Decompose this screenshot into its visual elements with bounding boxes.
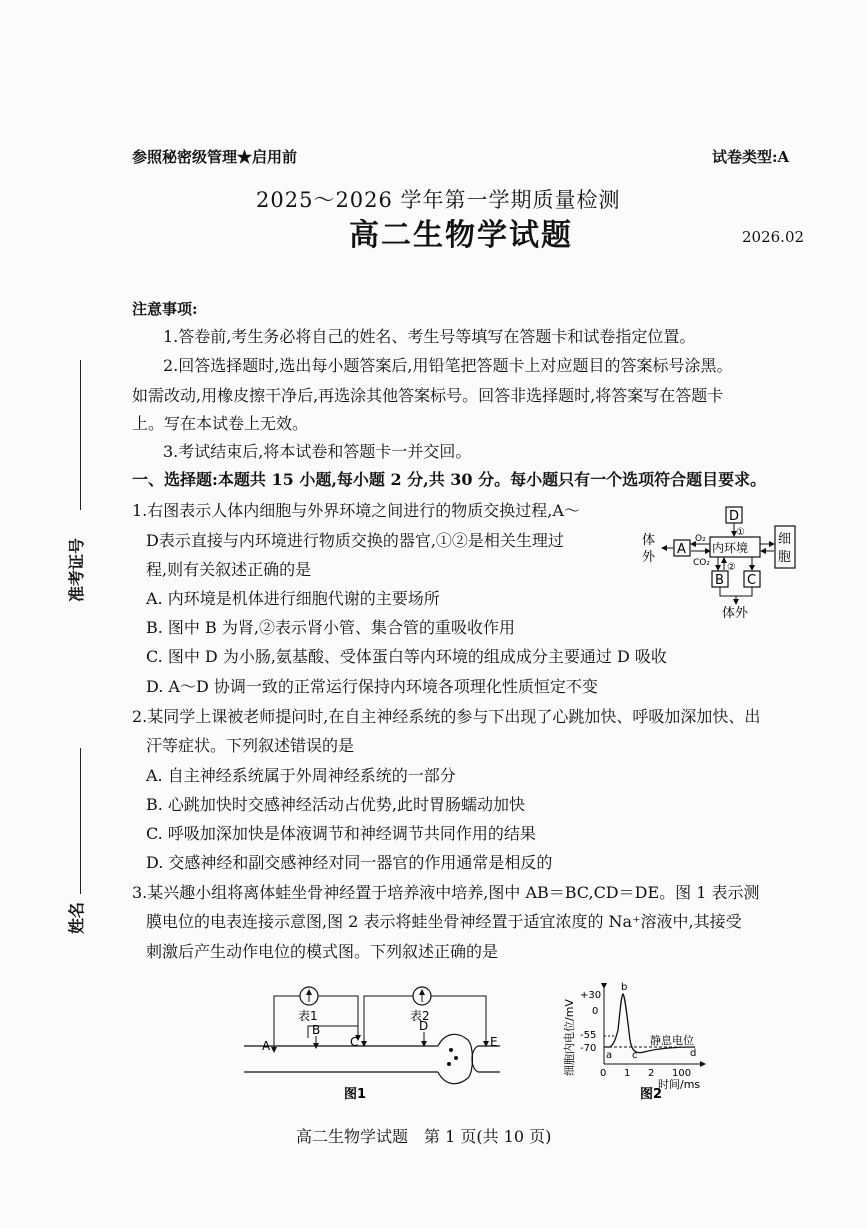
q2-option-a: A. 自主神经系统属于外周神经系统的一部分 bbox=[146, 766, 456, 785]
cell-label-1: 细 bbox=[778, 532, 792, 547]
cell-label-2: 胞 bbox=[778, 550, 792, 565]
o2-label: O₂ bbox=[695, 534, 706, 544]
notice-item: 2.回答选择题时,选出每小题答案后,用铅笔把答题卡上对应题目的答案标号涂黑。 bbox=[163, 356, 733, 375]
notice-heading: 注意事项: bbox=[132, 300, 198, 318]
name-line bbox=[80, 748, 81, 894]
resting-label: 静息电位 bbox=[650, 1034, 694, 1047]
q3-stem: 3.某兴趣小组将离体蛙坐骨神经置于培养液中培养,图中 AB＝BC,CD＝DE。图 1 表示测 bbox=[132, 883, 760, 902]
q3-stem: 刺激后产生动作电位的模式图。下列叙述正确的是 bbox=[146, 942, 499, 961]
exam-id-label: 准考证号 bbox=[67, 537, 86, 602]
section-heading: 一、选择题:本题共 15 小题,每小题 2 分,共 30 分。每小题只有一个选项符合题目要求。 bbox=[132, 470, 767, 489]
q1-stem: D表示直接与内环境进行物质交换的器官,①②是相关生理过 bbox=[146, 531, 564, 550]
paper-type: 试卷类型:A bbox=[712, 148, 790, 166]
q1-exchange-diagram bbox=[640, 504, 800, 624]
point-d: D bbox=[419, 1019, 429, 1033]
box-b-label: B bbox=[715, 573, 724, 588]
box-c-label: C bbox=[747, 573, 757, 588]
box-a-label: A bbox=[677, 542, 686, 557]
fig1-caption: 图1 bbox=[344, 1087, 367, 1102]
page-footer: 高二生物学试题 第 1 页(共 10 页) bbox=[296, 1127, 552, 1146]
exam-id-line bbox=[80, 360, 81, 510]
q1-option-a: A. 内环境是机体进行细胞代谢的主要场所 bbox=[146, 589, 440, 608]
mark-2: ② bbox=[727, 562, 736, 573]
ytick-55: -55 bbox=[580, 1030, 597, 1041]
fig2-xlabel: 时间/ms bbox=[658, 1078, 701, 1091]
name-label: 姓名 bbox=[67, 901, 86, 934]
co2-label: CO₂ bbox=[693, 558, 710, 568]
q2-option-b: B. 心跳加快时交感神经活动占优势,此时胃肠蠕动加快 bbox=[146, 795, 526, 814]
ytick-70: -70 bbox=[580, 1043, 597, 1054]
box-d-label: D bbox=[729, 509, 740, 524]
inner-env-label: 内环境 bbox=[712, 541, 749, 555]
point-b: b bbox=[621, 982, 628, 993]
point-a: A bbox=[262, 1039, 271, 1053]
mark-1: ① bbox=[736, 527, 745, 538]
fig2-caption: 图2 bbox=[640, 1087, 663, 1102]
notice-item: 上。写在本试卷上无效。 bbox=[132, 414, 309, 433]
outside-left-top: 体 bbox=[642, 533, 656, 548]
q3-figure-2 bbox=[560, 978, 720, 1113]
notice-item: 如需改动,用橡皮擦干净后,再选涂其他答案标号。回答非选择题时,将答案写在答题卡 bbox=[132, 386, 724, 405]
q3-stem: 膜电位的电表连接示意图,图 2 表示将蛙坐骨神经置于适宜浓度的 Na⁺溶液中,其接受 bbox=[146, 912, 742, 931]
exam-title: 2025～2026 学年第一学期质量检测 bbox=[256, 188, 621, 212]
point-c: c bbox=[632, 1050, 638, 1061]
notice-item: 3.考试结束后,将本试卷和答题卡一并交回。 bbox=[163, 442, 472, 461]
q3-figure-1 bbox=[238, 978, 508, 1108]
xtick-100: 100 bbox=[672, 1068, 692, 1079]
q1-option-d: D. A～D 协调一致的正常运行保持内环境各项理化性质恒定不变 bbox=[146, 677, 598, 696]
exam-date: 2026.02 bbox=[742, 228, 805, 246]
outside-left-bottom: 外 bbox=[642, 550, 656, 565]
q2-stem: 汗等症状。下列叙述错误的是 bbox=[146, 736, 355, 755]
q2-stem: 2.某同学上课被老师提问时,在自主神经系统的参与下出现了心跳加快、呼吸加深加快、出 bbox=[132, 707, 761, 726]
q1-option-b: B. 图中 B 为肾,②表示肾小管、集合管的重吸收作用 bbox=[146, 618, 515, 637]
xtick-2: 2 bbox=[648, 1068, 655, 1079]
q2-option-c: C. 呼吸加深加快是体液调节和神经调节共同作用的结果 bbox=[146, 824, 536, 843]
point-b: B bbox=[312, 1023, 321, 1037]
ytick-0: 0 bbox=[592, 1006, 599, 1017]
meter-2-label: 表2 bbox=[410, 1009, 430, 1023]
meter-1-label: 表1 bbox=[298, 1009, 318, 1023]
point-d: d bbox=[690, 1048, 697, 1059]
outside-bottom: 体外 bbox=[722, 606, 749, 621]
point-e: E bbox=[490, 1035, 498, 1049]
xtick-1: 1 bbox=[624, 1068, 631, 1079]
q1-option-c: C. 图中 D 为小肠,氨基酸、受体蛋白等内环境的组成成分主要通过 D 吸收 bbox=[146, 647, 667, 666]
ytick-30: +30 bbox=[580, 990, 602, 1001]
q2-option-d: D. 交感神经和副交感神经对同一器官的作用通常是相反的 bbox=[146, 853, 553, 872]
notice-item: 1.答卷前,考生务必将自己的姓名、考生号等填写在答题卡和试卷指定位置。 bbox=[163, 327, 696, 346]
xtick-0: 0 bbox=[600, 1068, 607, 1079]
q1-stem: 1.右图表示人体内细胞与外界环境之间进行的物质交换过程,A～ bbox=[132, 501, 580, 520]
secret-label: 参照秘密级管理★启用前 bbox=[132, 148, 298, 166]
subject-title: 高二生物学试题 bbox=[349, 218, 573, 253]
q1-stem: 程,则有关叙述正确的是 bbox=[146, 560, 312, 579]
point-c: C bbox=[350, 1035, 359, 1049]
fig2-ylabel: 细胞内电位/mV bbox=[563, 999, 576, 1076]
point-a: a bbox=[606, 1050, 613, 1061]
